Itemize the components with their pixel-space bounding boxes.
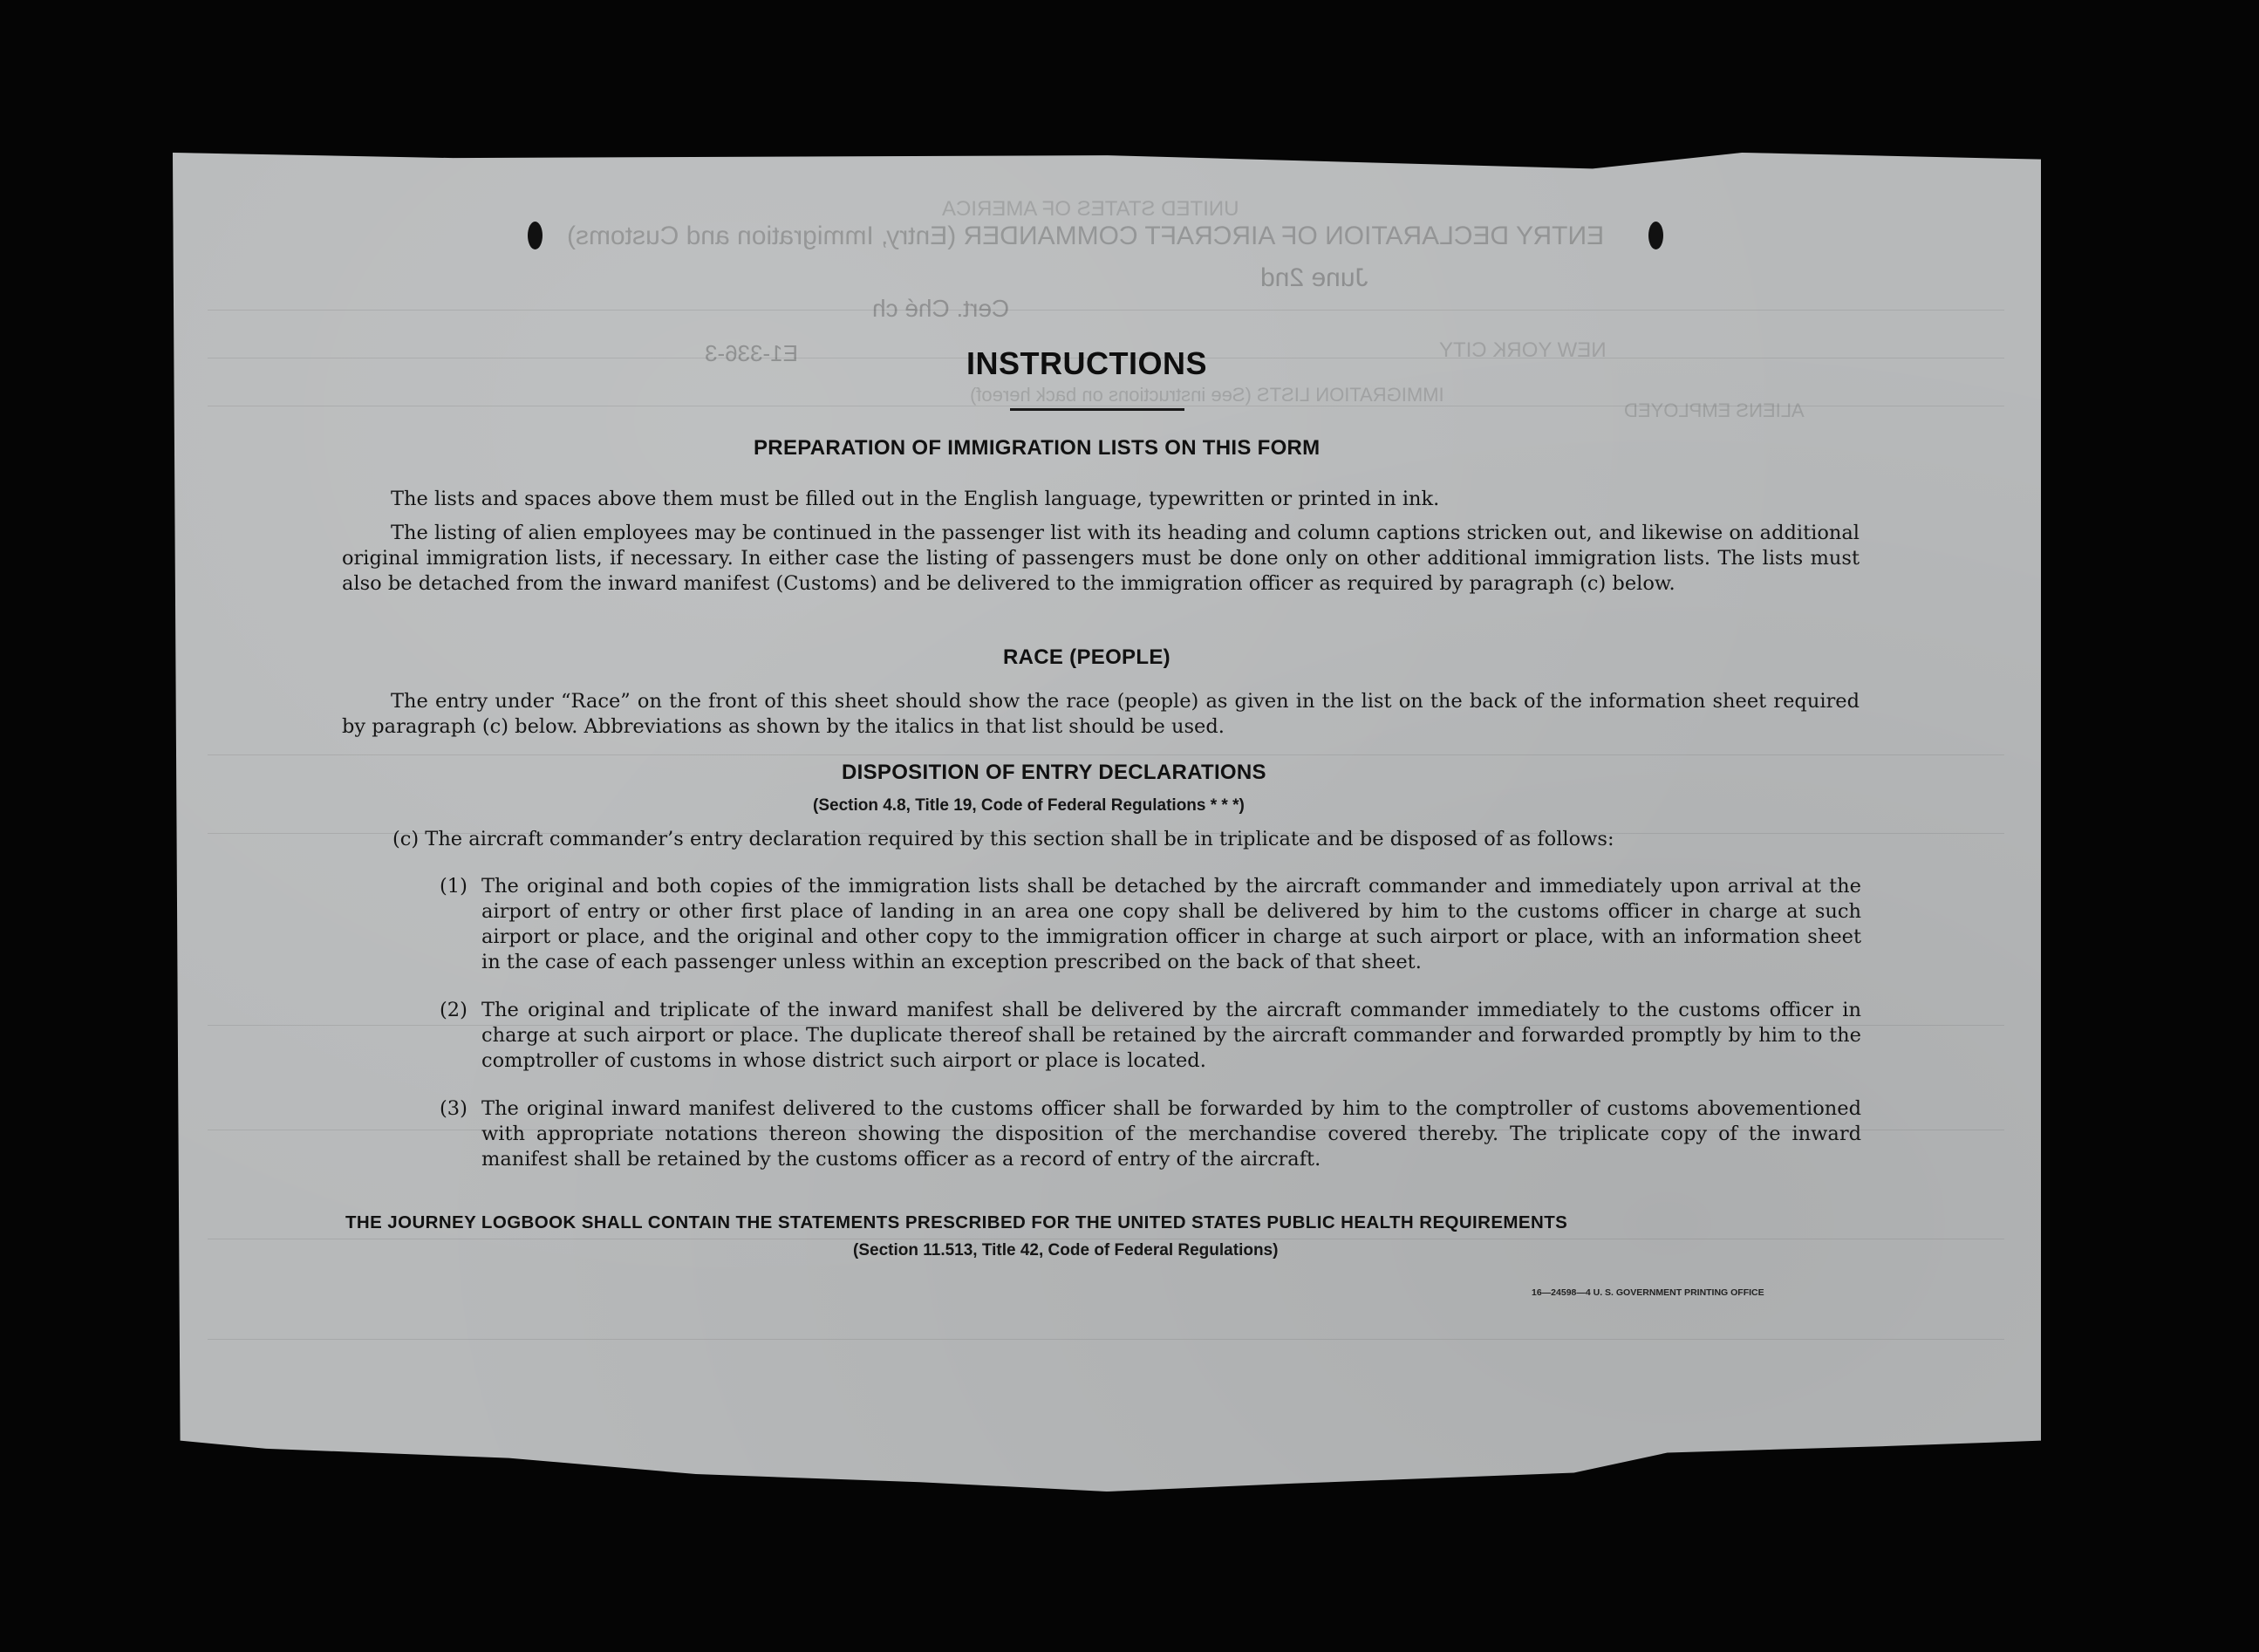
section-subheading-disposition: (Section 4.8, Title 19, Code of Federal Regulations * * *) bbox=[813, 796, 1245, 815]
item-number: (3) bbox=[440, 1097, 467, 1120]
title-underline bbox=[1010, 408, 1184, 411]
punch-hole-right bbox=[1648, 222, 1663, 249]
health-requirements-statement: THE JOURNEY LOGBOOK SHALL CONTAIN THE STATEMENTS PRESCRIBED FOR THE UNITED STATES PUBLIC HEALTH REQUIREMENTS bbox=[345, 1212, 1568, 1232]
page-title: INSTRUCTIONS bbox=[966, 345, 1207, 381]
bleed-through-line-b: ENTRY DECLARATION OF AIRCRAFT COMMANDER (Entry, Immigration and Customs) bbox=[567, 222, 1605, 250]
bleed-through-line-a: UNITED STATES OF AMERICA bbox=[942, 197, 1239, 221]
disposition-item-2: (2) The original and triplicate of the inward manifest shall be delivered by the aircraft commander immediately to the customs officer in charge at such airport or place. The duplicate thereof shall be retained by the aircraft commander and forwarded promptly by him to the comptroller of customs in whose district such airport or place is located. bbox=[440, 999, 1861, 1072]
section-heading-race: RACE (PEOPLE) bbox=[1003, 645, 1170, 669]
bleed-through-date: June 2nd bbox=[1260, 263, 1368, 292]
section-heading-disposition: DISPOSITION OF ENTRY DECLARATIONS bbox=[842, 761, 1266, 784]
disposition-intro: (c) The aircraft commander’s entry declaration required by this section shall be in triplicate and be disposed of as follows: bbox=[392, 828, 1614, 850]
race-paragraph: The entry under “Race” on the front of this sheet should show the race (people) as given in the list on the back of the information sheet required by paragraph (c) below. Abbreviations as shown by the italics in that list should be used. bbox=[342, 690, 1860, 738]
preparation-paragraph-2: The listing of alien employees may be continued in the passenger list with its heading and column captions stricken out, and likewise on additional original immigration lists, if necessary. In either case the listing of passengers must be done only on other additional immigration lists. The lists must also be detached from the inward manifest (Customs) and be delivered to the immigration officer as required by paragraph (c) below. bbox=[342, 522, 1860, 595]
disposition-item-3: (3) The original inward manifest delivered to the customs officer shall be forwarded by him to the comptroller of customs abovementioned with appropriate notations thereon showing the disposition of the merchandise covered thereby. The triplicate copy of the inward manifest shall be retained by the customs officer as a record of entry of the aircraft. bbox=[440, 1097, 1861, 1171]
bleed-through-nyc: NEW YORK CITY bbox=[1439, 338, 1607, 362]
item-number: (1) bbox=[440, 875, 467, 898]
preparation-paragraph-1: The lists and spaces above them must be filled out in the English language, typewritten or printed in ink. bbox=[391, 488, 1440, 510]
bleed-through-stamp: E1-336-3 bbox=[705, 340, 798, 366]
disposition-item-1: (1) The original and both copies of the immigration lists shall be detached by the aircraft commander and immediately upon arrival at the airport of entry or other first place of landing in an area one copy shall be delivered by him to the customs officer in charge at such airport or place, and the original and other copy to the immigration officer in charge at such airport or place, with an information sheet in the case of each passenger unless within an exception prescribed on the back of that sheet. bbox=[440, 875, 1861, 973]
punch-hole-left bbox=[528, 222, 543, 249]
bleed-through-aliens: ALIENS EMPLOYED bbox=[1624, 399, 1805, 421]
bleed-through-ref: Cert. Ché ch bbox=[872, 295, 1010, 322]
section-heading-preparation: PREPARATION OF IMMIGRATION LISTS ON THIS FORM bbox=[754, 436, 1321, 460]
bleed-through-sub: IMMIGRATION LISTS (See instructions on back hereof) bbox=[970, 384, 1444, 406]
health-requirements-citation: (Section 11.513, Title 42, Code of Federal Regulations) bbox=[853, 1241, 1279, 1259]
item-number: (2) bbox=[440, 999, 467, 1021]
printer-imprint: 16—24598—4 U. S. GOVERNMENT PRINTING OFFICE bbox=[1532, 1287, 1764, 1298]
